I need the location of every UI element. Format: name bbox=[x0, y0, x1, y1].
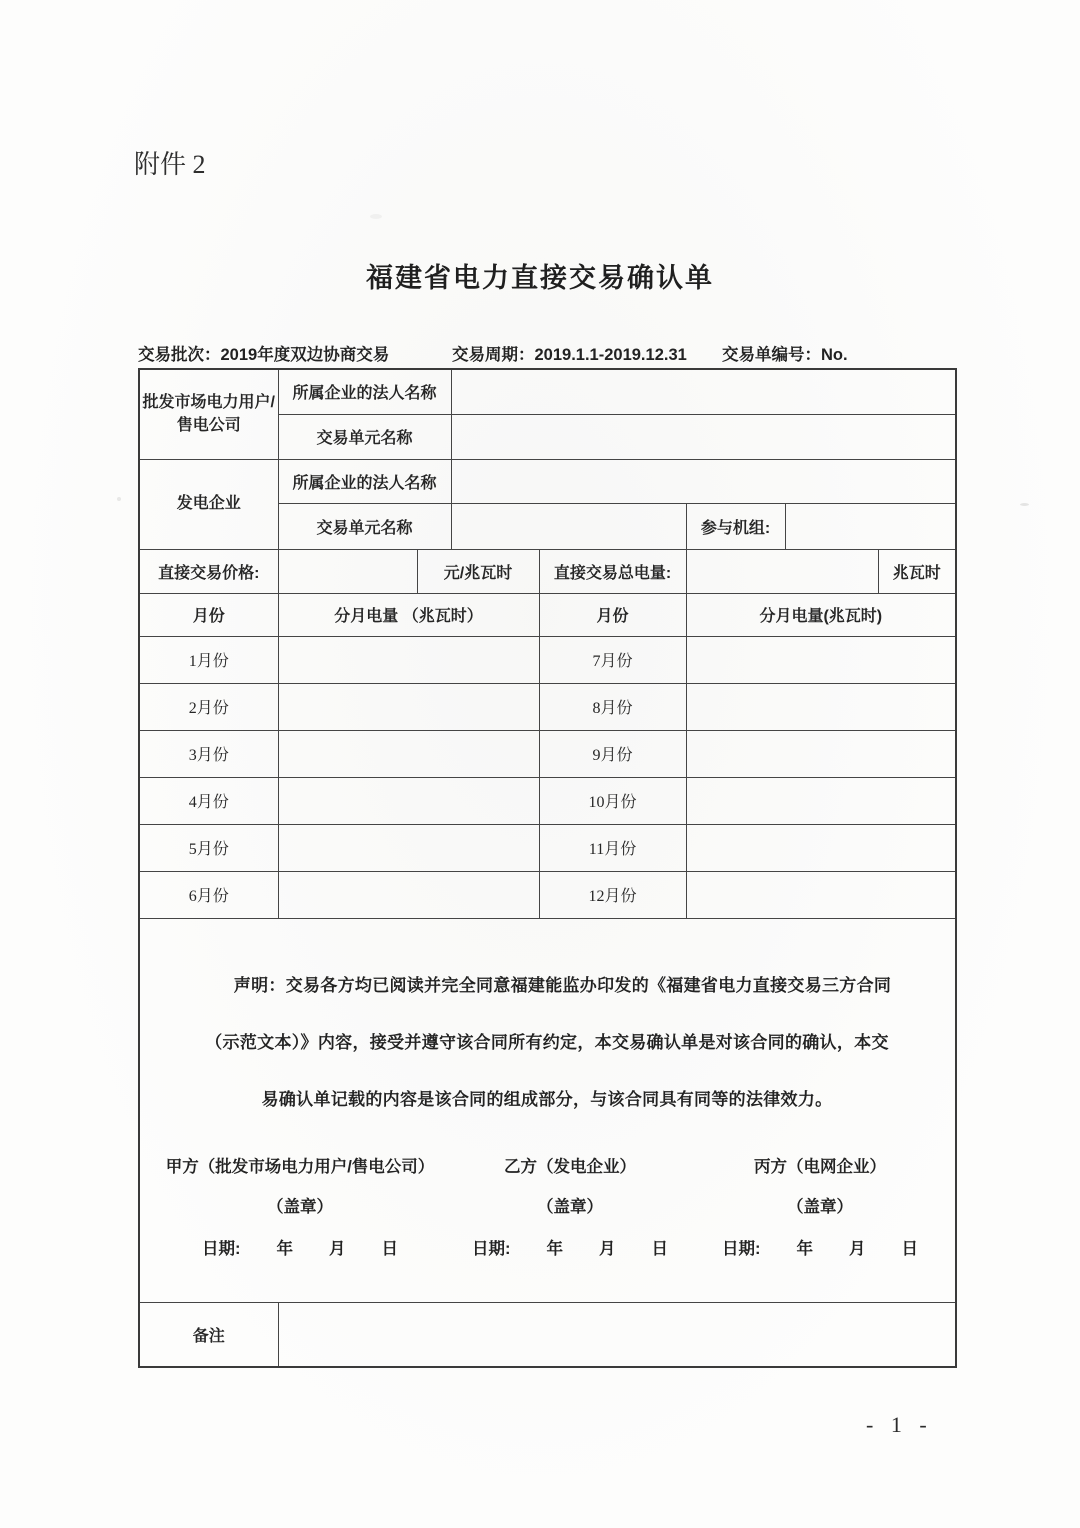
attachment-label: 附件 2 bbox=[134, 150, 206, 179]
table-row bbox=[139, 636, 956, 683]
declaration-signature-cell bbox=[139, 918, 956, 1302]
day-label: 日 bbox=[651, 1239, 668, 1258]
party-b-name: 乙方（发电企业） bbox=[504, 1157, 636, 1176]
remarks-value-cell bbox=[278, 1302, 956, 1367]
month-energy-value-cell bbox=[686, 636, 956, 683]
date-label: 日期: bbox=[202, 1239, 241, 1258]
month-energy-value-cell bbox=[278, 871, 539, 918]
party-a-date-line bbox=[150, 1227, 450, 1267]
month-label: 4月份 bbox=[139, 777, 278, 824]
month-label: 月 bbox=[329, 1239, 346, 1258]
signature-block-party-b bbox=[470, 1147, 670, 1267]
direct-trade-price-value-cell bbox=[278, 549, 417, 593]
party-c-seal-label: （盖章） bbox=[787, 1197, 853, 1216]
page-number: - 1 - bbox=[866, 1412, 933, 1437]
month-energy-value-cell bbox=[686, 730, 956, 777]
day-label: 日 bbox=[901, 1239, 918, 1258]
scan-artifact bbox=[1020, 503, 1029, 506]
trade-period bbox=[452, 341, 687, 365]
year-label: 年 bbox=[796, 1239, 813, 1258]
participating-units-value-cell bbox=[785, 503, 956, 549]
generator-unit-name-label: 交易单元名称 bbox=[278, 503, 451, 549]
energy-column-header-right: 分月电量(兆瓦时) bbox=[686, 593, 956, 636]
month-column-header-left: 月份 bbox=[139, 593, 278, 636]
party-b-seal-label: （盖章） bbox=[537, 1197, 603, 1216]
month-energy-value-cell bbox=[686, 777, 956, 824]
declaration-line: 声明：交易各方均已阅读并完全同意福建能监办印发的《福建省电力直接交易三方合同 bbox=[233, 975, 892, 995]
trade-batch-label: 交易批次： bbox=[138, 346, 221, 364]
month-energy-value-cell bbox=[686, 683, 956, 730]
declaration-line: 易确认单记载的内容是该合同的组成部分，与该合同具有同等的法律效力。 bbox=[261, 1089, 833, 1109]
month-label: 7月份 bbox=[539, 636, 686, 683]
month-label: 月 bbox=[599, 1239, 616, 1258]
date-label: 日期: bbox=[472, 1239, 511, 1258]
month-energy-value-cell bbox=[686, 824, 956, 871]
total-energy-label: 直接交易总电量: bbox=[539, 549, 686, 593]
buyer-section-header: 批发市场电力用户/售电公司 bbox=[139, 369, 278, 459]
year-label: 年 bbox=[546, 1239, 563, 1258]
scan-artifact bbox=[370, 214, 382, 219]
buyer-legal-name-label: 所属企业的法人名称 bbox=[278, 369, 451, 414]
total-energy-unit-label: 兆瓦时 bbox=[878, 549, 956, 593]
energy-column-header-left: 分月电量 （兆瓦时） bbox=[278, 593, 539, 636]
table-row bbox=[139, 683, 956, 730]
signature-block-party-c bbox=[720, 1147, 920, 1267]
month-energy-value-cell bbox=[278, 777, 539, 824]
trade-period-label: 交易周期： bbox=[452, 346, 535, 364]
trade-batch-value: 2019年度双边协商交易 bbox=[220, 346, 390, 364]
party-a-name: 甲方（批发市场电力用户/售电公司） bbox=[165, 1157, 435, 1176]
signature-section bbox=[140, 1147, 956, 1277]
month-energy-value-cell bbox=[278, 636, 539, 683]
table-row bbox=[139, 730, 956, 777]
confirmation-form-table bbox=[138, 368, 957, 1368]
month-label: 11月份 bbox=[539, 824, 686, 871]
month-energy-value-cell bbox=[278, 730, 539, 777]
generator-section-header: 发电企业 bbox=[139, 459, 278, 549]
direct-trade-price-label: 直接交易价格: bbox=[139, 549, 278, 593]
generator-unit-name-value-cell bbox=[451, 503, 686, 549]
declaration-line: （示范文本）》内容，接受并遵守该合同所有约定，本交易确认单是对该合同的确认，本交 bbox=[205, 1032, 889, 1052]
month-energy-value-cell bbox=[686, 871, 956, 918]
month-label: 8月份 bbox=[539, 683, 686, 730]
party-a-seal-label: （盖章） bbox=[267, 1197, 333, 1216]
year-label: 年 bbox=[276, 1239, 293, 1258]
month-label: 10月份 bbox=[539, 777, 686, 824]
month-label: 9月份 bbox=[539, 730, 686, 777]
total-energy-value-cell bbox=[686, 549, 878, 593]
trade-order-number-label: 交易单编号： bbox=[722, 346, 821, 364]
party-c-name: 丙方（电网企业） bbox=[754, 1157, 886, 1176]
trade-order-number bbox=[722, 341, 848, 365]
declaration-text bbox=[202, 957, 892, 1128]
party-c-date-line bbox=[720, 1227, 920, 1267]
participating-units-label: 参与机组: bbox=[686, 503, 785, 549]
table-row bbox=[139, 871, 956, 918]
page-title: 福建省电力直接交易确认单 bbox=[366, 263, 714, 293]
buyer-unit-name-value-cell bbox=[451, 414, 956, 459]
signature-block-party-a bbox=[150, 1147, 450, 1267]
buyer-legal-name-value-cell bbox=[451, 369, 956, 414]
trade-batch bbox=[138, 341, 389, 365]
month-label: 12月份 bbox=[539, 871, 686, 918]
month-label: 5月份 bbox=[139, 824, 278, 871]
table-row bbox=[139, 824, 956, 871]
party-b-date-line bbox=[470, 1227, 670, 1267]
month-label: 月 bbox=[849, 1239, 866, 1258]
month-label: 2月份 bbox=[139, 683, 278, 730]
price-unit-label: 元/兆瓦时 bbox=[417, 549, 539, 593]
generator-legal-name-value-cell bbox=[451, 459, 956, 503]
month-energy-value-cell bbox=[278, 683, 539, 730]
trade-period-value: 2019.1.1-2019.12.31 bbox=[534, 346, 687, 364]
month-label: 3月份 bbox=[139, 730, 278, 777]
remarks-label: 备注 bbox=[139, 1302, 278, 1367]
date-label: 日期: bbox=[722, 1239, 761, 1258]
trade-order-number-value: No. bbox=[821, 346, 848, 364]
generator-legal-name-label: 所属企业的法人名称 bbox=[278, 459, 451, 503]
month-label: 1月份 bbox=[139, 636, 278, 683]
month-column-header-right: 月份 bbox=[539, 593, 686, 636]
scan-artifact bbox=[117, 497, 121, 501]
day-label: 日 bbox=[381, 1239, 398, 1258]
month-energy-value-cell bbox=[278, 824, 539, 871]
month-label: 6月份 bbox=[139, 871, 278, 918]
meta-line bbox=[0, 341, 1080, 363]
table-row bbox=[139, 777, 956, 824]
buyer-unit-name-label: 交易单元名称 bbox=[278, 414, 451, 459]
